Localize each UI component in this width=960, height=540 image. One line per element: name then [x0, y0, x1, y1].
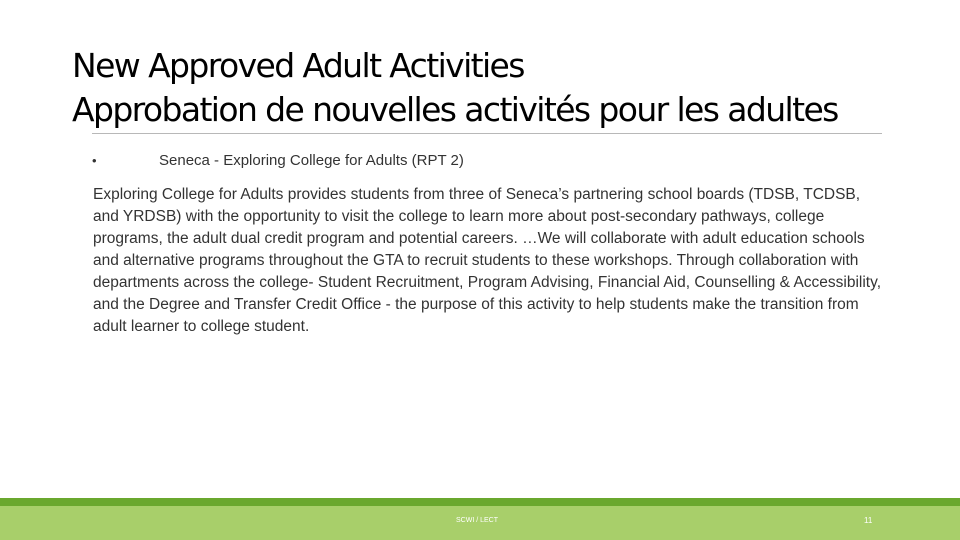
page-number: 11 — [864, 516, 873, 525]
footer-label: SCWI / LECT — [456, 517, 499, 524]
footer-band — [0, 498, 960, 540]
title-divider — [92, 133, 882, 134]
bullet-item — [92, 150, 892, 172]
body-paragraph: Exploring College for Adults provides students from three of Seneca’s partnering school boards (TDSB, TCDSB, and YRDSB) with the opportunity to visit the college to learn more about post-secondary pathways, college programs, the adult dual credit program and potential careers. …We will collaborate with adult education schools and alternative programs throughout the GTA to recruit students to these workshops. Through collaboration with departments across the college- Student Recruitment, Program Advising, Financial Aid, Counselling & Accessibility, and the Degree and Transfer Credit Office - the purpose of this activity to help students make the transition from adult learner to college student. — [93, 186, 882, 335]
footer-accent-stripe — [0, 498, 960, 506]
title-line-english: New Approved Adult Activities — [72, 46, 524, 85]
title-line-french: Approbation de nouvelles activités pour les adultes — [72, 90, 838, 129]
slide-title — [72, 44, 942, 132]
bullet-icon: • — [92, 153, 97, 168]
bullet-item-text: Seneca - Exploring College for Adults (RPT 2) — [159, 152, 464, 169]
